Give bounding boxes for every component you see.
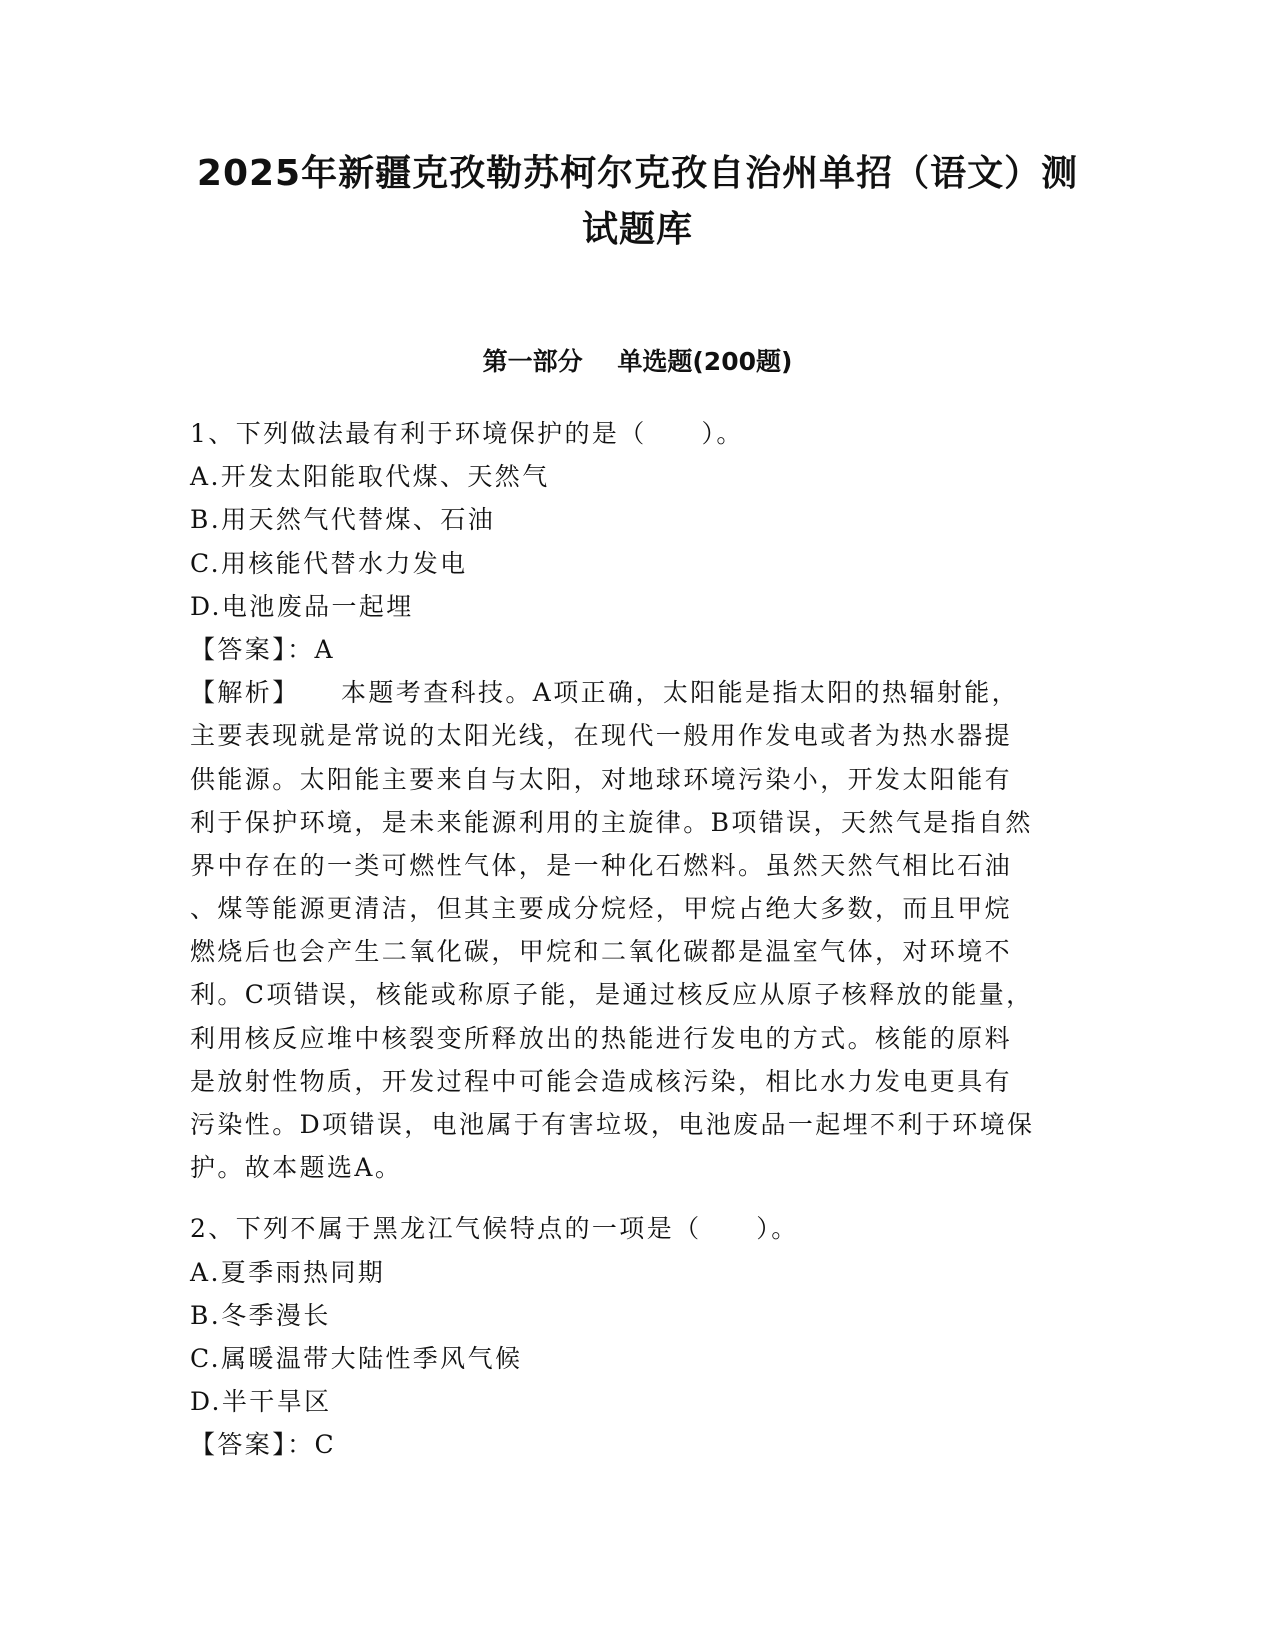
explanation-line: 利。C项错误，核能或称原子能，是通过核反应从原子核释放的能量， — [190, 980, 1034, 1010]
document-title: 2025年新疆克孜勒苏柯尔克孜自治州单招（语文）测试题库 — [196, 153, 1079, 250]
option-b: B.用天然气代替煤、石油 — [190, 505, 496, 535]
option-d: D.半干旱区 — [190, 1387, 332, 1417]
explanation-line: 界中存在的一类可燃性气体，是一种化石燃料。虽然天然气相比石油 — [190, 850, 1013, 880]
option-d: D.电池废品一起埋 — [190, 591, 414, 621]
option-c: C.属暖温带大陆性季风气候 — [190, 1343, 523, 1373]
question-1 — [190, 412, 1090, 1189]
explanation-line: 是放射性物质，开发过程中可能会造成核污染，相比水力发电更具有 — [190, 1066, 1013, 1096]
explanation-line: 护。故本题选A。 — [190, 1153, 403, 1183]
question-gap — [190, 1189, 1090, 1207]
explanation-line: 利于保护环境，是未来能源利用的主旋律。B项错误，天然气是指自然 — [190, 807, 1033, 837]
question-stem: 1、下列做法最有利于环境保护的是（ ）。 — [190, 419, 744, 448]
explanation-first-line — [190, 671, 1090, 714]
explanation-line: 、煤等能源更清洁，但其主要成分烷烃，甲烷占绝大多数，而且甲烷 — [190, 894, 1013, 924]
option-a: A.夏季雨热同期 — [190, 1257, 386, 1287]
explanation-line: 污染性。D项错误，电池属于有害垃圾，电池废品一起埋不利于环境保 — [190, 1110, 1035, 1139]
explanation-line: 主要表现就是常说的太阳光线，在现代一般用作发电或者为热水器提 — [190, 721, 1013, 751]
question-2 — [190, 1207, 1090, 1466]
document-body — [190, 412, 1090, 1467]
explanation-line: 燃烧后也会产生二氧化碳，甲烷和二氧化碳都是温室气体，对环境不 — [190, 937, 1013, 967]
option-b: B.冬季漫长 — [190, 1300, 331, 1330]
option-c: C.用核能代替水力发电 — [190, 548, 468, 578]
explanation-line: 利用核反应堆中核裂变所释放出的热能进行发电的方式。核能的原料 — [190, 1023, 1013, 1053]
explanation-text: 本题考查科技。A项正确，太阳能是指太阳的热辐射能， — [341, 678, 1020, 708]
spacer — [300, 678, 341, 707]
answer: 【答案】：C — [190, 1430, 337, 1460]
option-a: A.开发太阳能取代煤、天然气 — [190, 462, 550, 492]
explanation-line: 供能源。太阳能主要来自与太阳，对地球环境污染小，开发太阳能有 — [190, 764, 1013, 794]
explanation-label: 【解析】 — [190, 678, 300, 708]
question-stem: 2、下列不属于黑龙江气候特点的一项是（ ）。 — [190, 1214, 799, 1244]
answer: 【答案】：A — [190, 634, 335, 664]
section-heading: 第一部分 单选题(200题) — [482, 347, 793, 376]
